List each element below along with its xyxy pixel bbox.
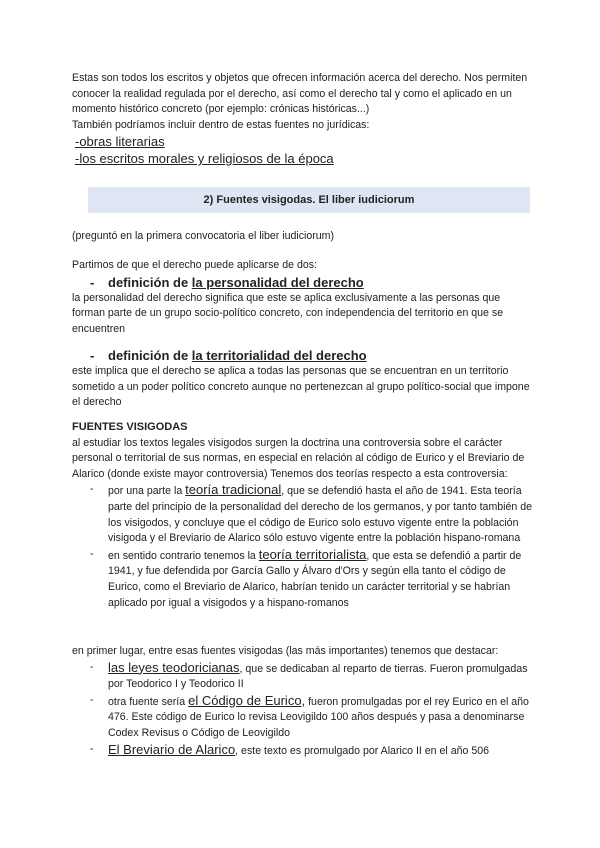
list-item bbox=[72, 482, 534, 546]
important-sources-block bbox=[72, 644, 534, 759]
bullet-dash: - bbox=[90, 660, 94, 673]
intro-list-item bbox=[72, 150, 534, 167]
list-item bbox=[72, 660, 534, 693]
definition-heading bbox=[72, 274, 534, 291]
item-text: , que se defendió hasta el año de 1941. Esta teoría parte del principio de la personalidad del derecho de los germanos, y por tanto también de los visigodos, y concluye que el código de Eurico solo estuvo vigente entre la población visigoda y el Breviario de Alarico sólo estuvo vigente entre la población hispano-romana bbox=[108, 485, 533, 545]
bullet-dash: - bbox=[90, 348, 95, 363]
intro-paragraph: Estas son todos los escritos y objetos que ofrecen información acerca del derecho. Nos permiten conocer la realidad regulada por el derecho, así como el derecho tal y como el aplicado en un momento histórico concreto (por ejemplo: crónicas históricas...) bbox=[72, 72, 528, 116]
definition-term: la personalidad del derecho bbox=[191, 274, 364, 290]
item-text: fueron promulgadas por el rey Eurico en el año 476. Este código de Eurico lo revisa Leovigildo 100 años después y pasa a denominarse Codex Revisus o Código de Leovigildo bbox=[108, 695, 529, 739]
note-block bbox=[72, 229, 534, 245]
fuentes-heading: FUENTES VISIGODAS bbox=[72, 421, 188, 433]
bullet-dash: - bbox=[90, 483, 94, 496]
section-heading-band bbox=[88, 187, 530, 213]
bullet-dash: - bbox=[90, 274, 95, 290]
item-text: , que esta se defendió a partir de 1941, y fue defendida por García Gallo y Álvaro d'Ors y según ella tanto el código de Eurico, como el Breviario de Alarico, habrían tenido un carácter territorial y se habrían aplicado por igual a visigodos y a hispano-romanos bbox=[108, 549, 522, 609]
definition-2-block bbox=[72, 347, 534, 411]
definition-prefix: definición de bbox=[108, 274, 192, 290]
definition-prefix: definición de bbox=[108, 348, 192, 363]
definition-text: la personalidad del derecho significa que este se aplica exclusivamente a las personas que forman parte de un grupo socio-político concreto, con independencia del territorio en que se encuentren bbox=[72, 291, 504, 335]
definition-text: este implica que el derecho se aplica a todas las personas que se encuentran en un territorio sometido a un poder político concreto aunque no pertenezcan al grupo político-social que impone el derecho bbox=[72, 365, 530, 409]
bullet-dash: - bbox=[90, 693, 94, 706]
item-term: teoría tradicional bbox=[185, 482, 282, 498]
list-item bbox=[72, 742, 534, 760]
important-intro: en primer lugar, entre esas fuentes visigodas (las más importantes) tenemos que destacar: bbox=[72, 645, 499, 657]
item-text: , que se dedicaban al reparto de tierras. Fueron promulgadas por Teodorico I y Teodorico II bbox=[108, 662, 528, 691]
list-item bbox=[72, 693, 534, 742]
item-text: , este texto es promulgado por Alarico II en el año 506 bbox=[235, 744, 489, 757]
fuentes-visigodas-block bbox=[72, 420, 534, 611]
item-term: El Breviario de Alarico bbox=[108, 741, 236, 757]
note-text: (preguntó en la primera convocatoria el liber iudiciorum) bbox=[72, 230, 335, 242]
definition-term: la territorialidad del derecho bbox=[191, 348, 367, 363]
item-text: otra fuente sería bbox=[108, 695, 189, 708]
fuentes-intro: al estudiar los textos legales visigodos surgen la doctrina una controversia sobre el carácter personal o territorial de sus normas, en especial en relación al código de Eurico y el Breviario de Alarico (donde existe mayor controversia) Tenemos dos teorías respecto a esta controversia: bbox=[72, 436, 525, 480]
intro-list-item bbox=[72, 133, 534, 150]
intro-paragraph-2: También podríamos incluir dentro de estas fuentes no jurídicas: bbox=[72, 118, 370, 131]
bullet-dash: - bbox=[90, 547, 94, 560]
definitions-block bbox=[72, 258, 534, 337]
item-term: teoría territorialista bbox=[258, 546, 367, 562]
intro-list-item-text: -los escritos morales y religiosos de la época bbox=[75, 151, 334, 167]
list-item bbox=[72, 547, 534, 611]
item-text: en sentido contrario tenemos la bbox=[108, 549, 259, 562]
item-text: por una parte la bbox=[108, 485, 186, 498]
definition-heading bbox=[72, 347, 534, 364]
section-title: 2) Fuentes visigodas. El liber iudiciorum bbox=[203, 194, 415, 206]
item-term: el Código de Eurico, bbox=[188, 692, 306, 708]
bullet-dash: - bbox=[90, 742, 94, 755]
intro-block bbox=[72, 71, 534, 167]
item-term: las leyes teodoricianas bbox=[108, 659, 240, 675]
partimos-text: Partimos de que el derecho puede aplicarse de dos: bbox=[72, 259, 317, 271]
intro-list-item-text: -obras literarias bbox=[75, 134, 165, 150]
